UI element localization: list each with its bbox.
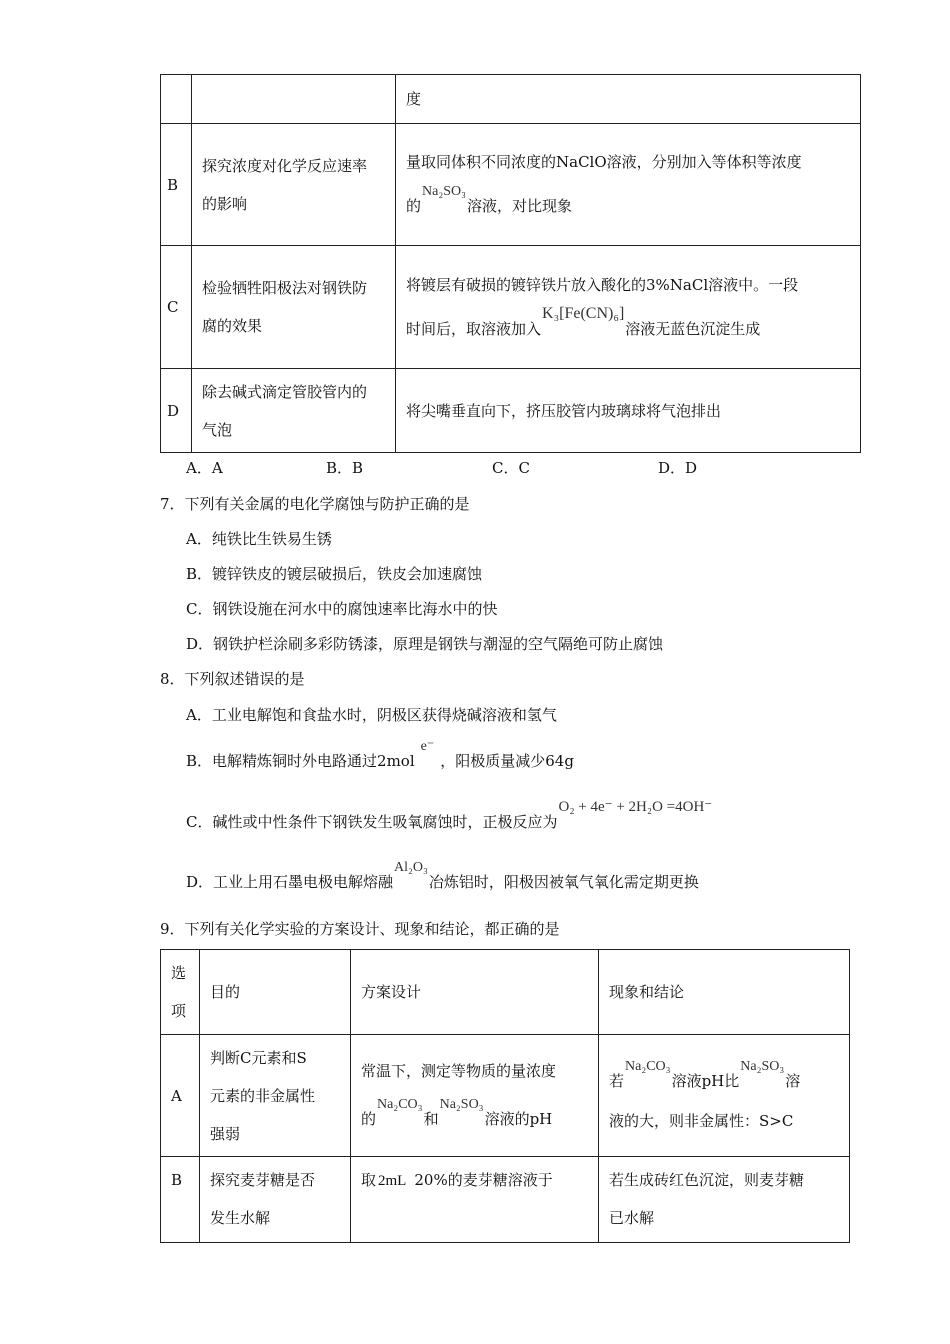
q7-choice-b[interactable]: B．镀锌铁皮的镀层破损后，铁皮会加速腐蚀 [186, 565, 483, 583]
q7-choice-c[interactable]: C．钢铁设施在河水中的腐蚀速率比海水中的快 [186, 600, 498, 618]
q7-choice-d[interactable]: D．钢铁护栏涂刷多彩防锈漆，原理是钢铁与潮湿的空气隔绝可防止腐蚀 [186, 635, 664, 653]
table-header-cell: 目的 [200, 950, 351, 1035]
q7-stem: 7．下列有关金属的电化学腐蚀与防护正确的是 [160, 495, 470, 513]
table-header-cell: 现象和结论 [599, 950, 850, 1035]
purpose-cell: 检验牺牲阳极法对钢铁防 腐的效果 [192, 246, 396, 369]
chem-formula: Na₂SO₃ [439, 1096, 484, 1112]
table-cell [192, 75, 396, 124]
chem-formula: e⁻ [420, 739, 435, 754]
option-label: B [161, 1157, 200, 1243]
result-cell: 若生成砖红色沉淀，则麦芽糖 已水解 [599, 1157, 850, 1243]
table-header-cell: 选 项 [161, 950, 200, 1035]
purpose-cell: 判断C元素和S 元素的非金属性 强弱 [200, 1035, 351, 1157]
q8-choice-d[interactable]: D．工业上用石墨电极电解熔融Al₂O₃冶炼铝时，阳极因被氧气氧化需定期更换 [186, 860, 699, 891]
chem-formula: 2mL [378, 1173, 407, 1189]
q9-stem: 9．下列有关化学实验的方案设计、现象和结论，都正确的是 [160, 920, 560, 938]
design-cell: 量取同体积不同浓度的NaClO溶液，分别加入等体积等浓度 的Na₂SO₃溶液，对比现象 [396, 124, 861, 246]
option-label: C [161, 246, 192, 369]
option-label: A [161, 1035, 200, 1157]
q7-choice-a[interactable]: A．纯铁比生铁易生锈 [186, 530, 332, 548]
purpose-cell: 探究浓度对化学反应速率 的影响 [192, 124, 396, 246]
table-header-cell: 方案设计 [351, 950, 599, 1035]
chem-formula: Na₂CO₃ [377, 1096, 423, 1112]
q8-choice-b[interactable]: B．电解精炼铜时外电路通过2mole⁻，阳极质量减少64g [186, 739, 574, 770]
q6-choice-b[interactable]: B．B [326, 459, 364, 477]
q8-choice-a[interactable]: A．工业电解饱和食盐水时，阴极区获得烧碱溶液和氢气 [186, 706, 557, 724]
chem-formula: Na₂SO₃ [422, 183, 466, 199]
option-label: B [161, 124, 192, 246]
design-cell: 常温下，测定等物质的量浓度 的Na₂CO₃和Na₂SO₃溶液的pH [351, 1035, 599, 1157]
result-cell: 若Na₂CO₃溶液pH比Na₂SO₃溶 液的大，则非金属性：S>C [599, 1035, 850, 1157]
table-cell: 度 [396, 75, 861, 124]
option-label: D [161, 369, 192, 453]
design-cell: 将镀层有破损的镀锌铁片放入酸化的3%NaCl溶液中。一段 时间后，取溶液加入K₃[Fe(CN)₆]溶液无蓝色沉淀生成 [396, 246, 861, 369]
q6-choice-c[interactable]: C．C [492, 459, 530, 477]
purpose-cell: 除去碱式滴定管胶管内的 气泡 [192, 369, 396, 453]
q6-choice-a[interactable]: A．A [186, 459, 223, 477]
experiment-table-1 [160, 74, 861, 453]
q8-choice-c[interactable]: C．碱性或中性条件下钢铁发生吸氧腐蚀时，正极反应为O₂ + 4e⁻ + 2H₂O =4OH⁻ [186, 799, 713, 831]
purpose-cell: 探究麦芽糖是否 发生水解 [200, 1157, 351, 1243]
q8-stem: 8．下列叙述错误的是 [160, 670, 305, 688]
table-cell [161, 75, 192, 124]
chem-formula: Na₂CO₃ [625, 1058, 671, 1074]
q6-choice-d[interactable]: D．D [658, 459, 698, 477]
chem-formula: Al₂O₃ [394, 860, 428, 875]
chem-formula: O₂ + 4e⁻ + 2H₂O =4OH⁻ [558, 799, 713, 815]
chem-formula: Na₂SO₃ [740, 1058, 785, 1074]
design-cell: 取 2mL 20%的麦芽糖溶液于 [351, 1157, 599, 1243]
design-cell: 将尖嘴垂直向下，挤压胶管内玻璃球将气泡排出 [396, 369, 861, 453]
chem-formula: K₃[Fe(CN)₆] [542, 304, 625, 322]
experiment-table-2 [160, 949, 850, 1243]
